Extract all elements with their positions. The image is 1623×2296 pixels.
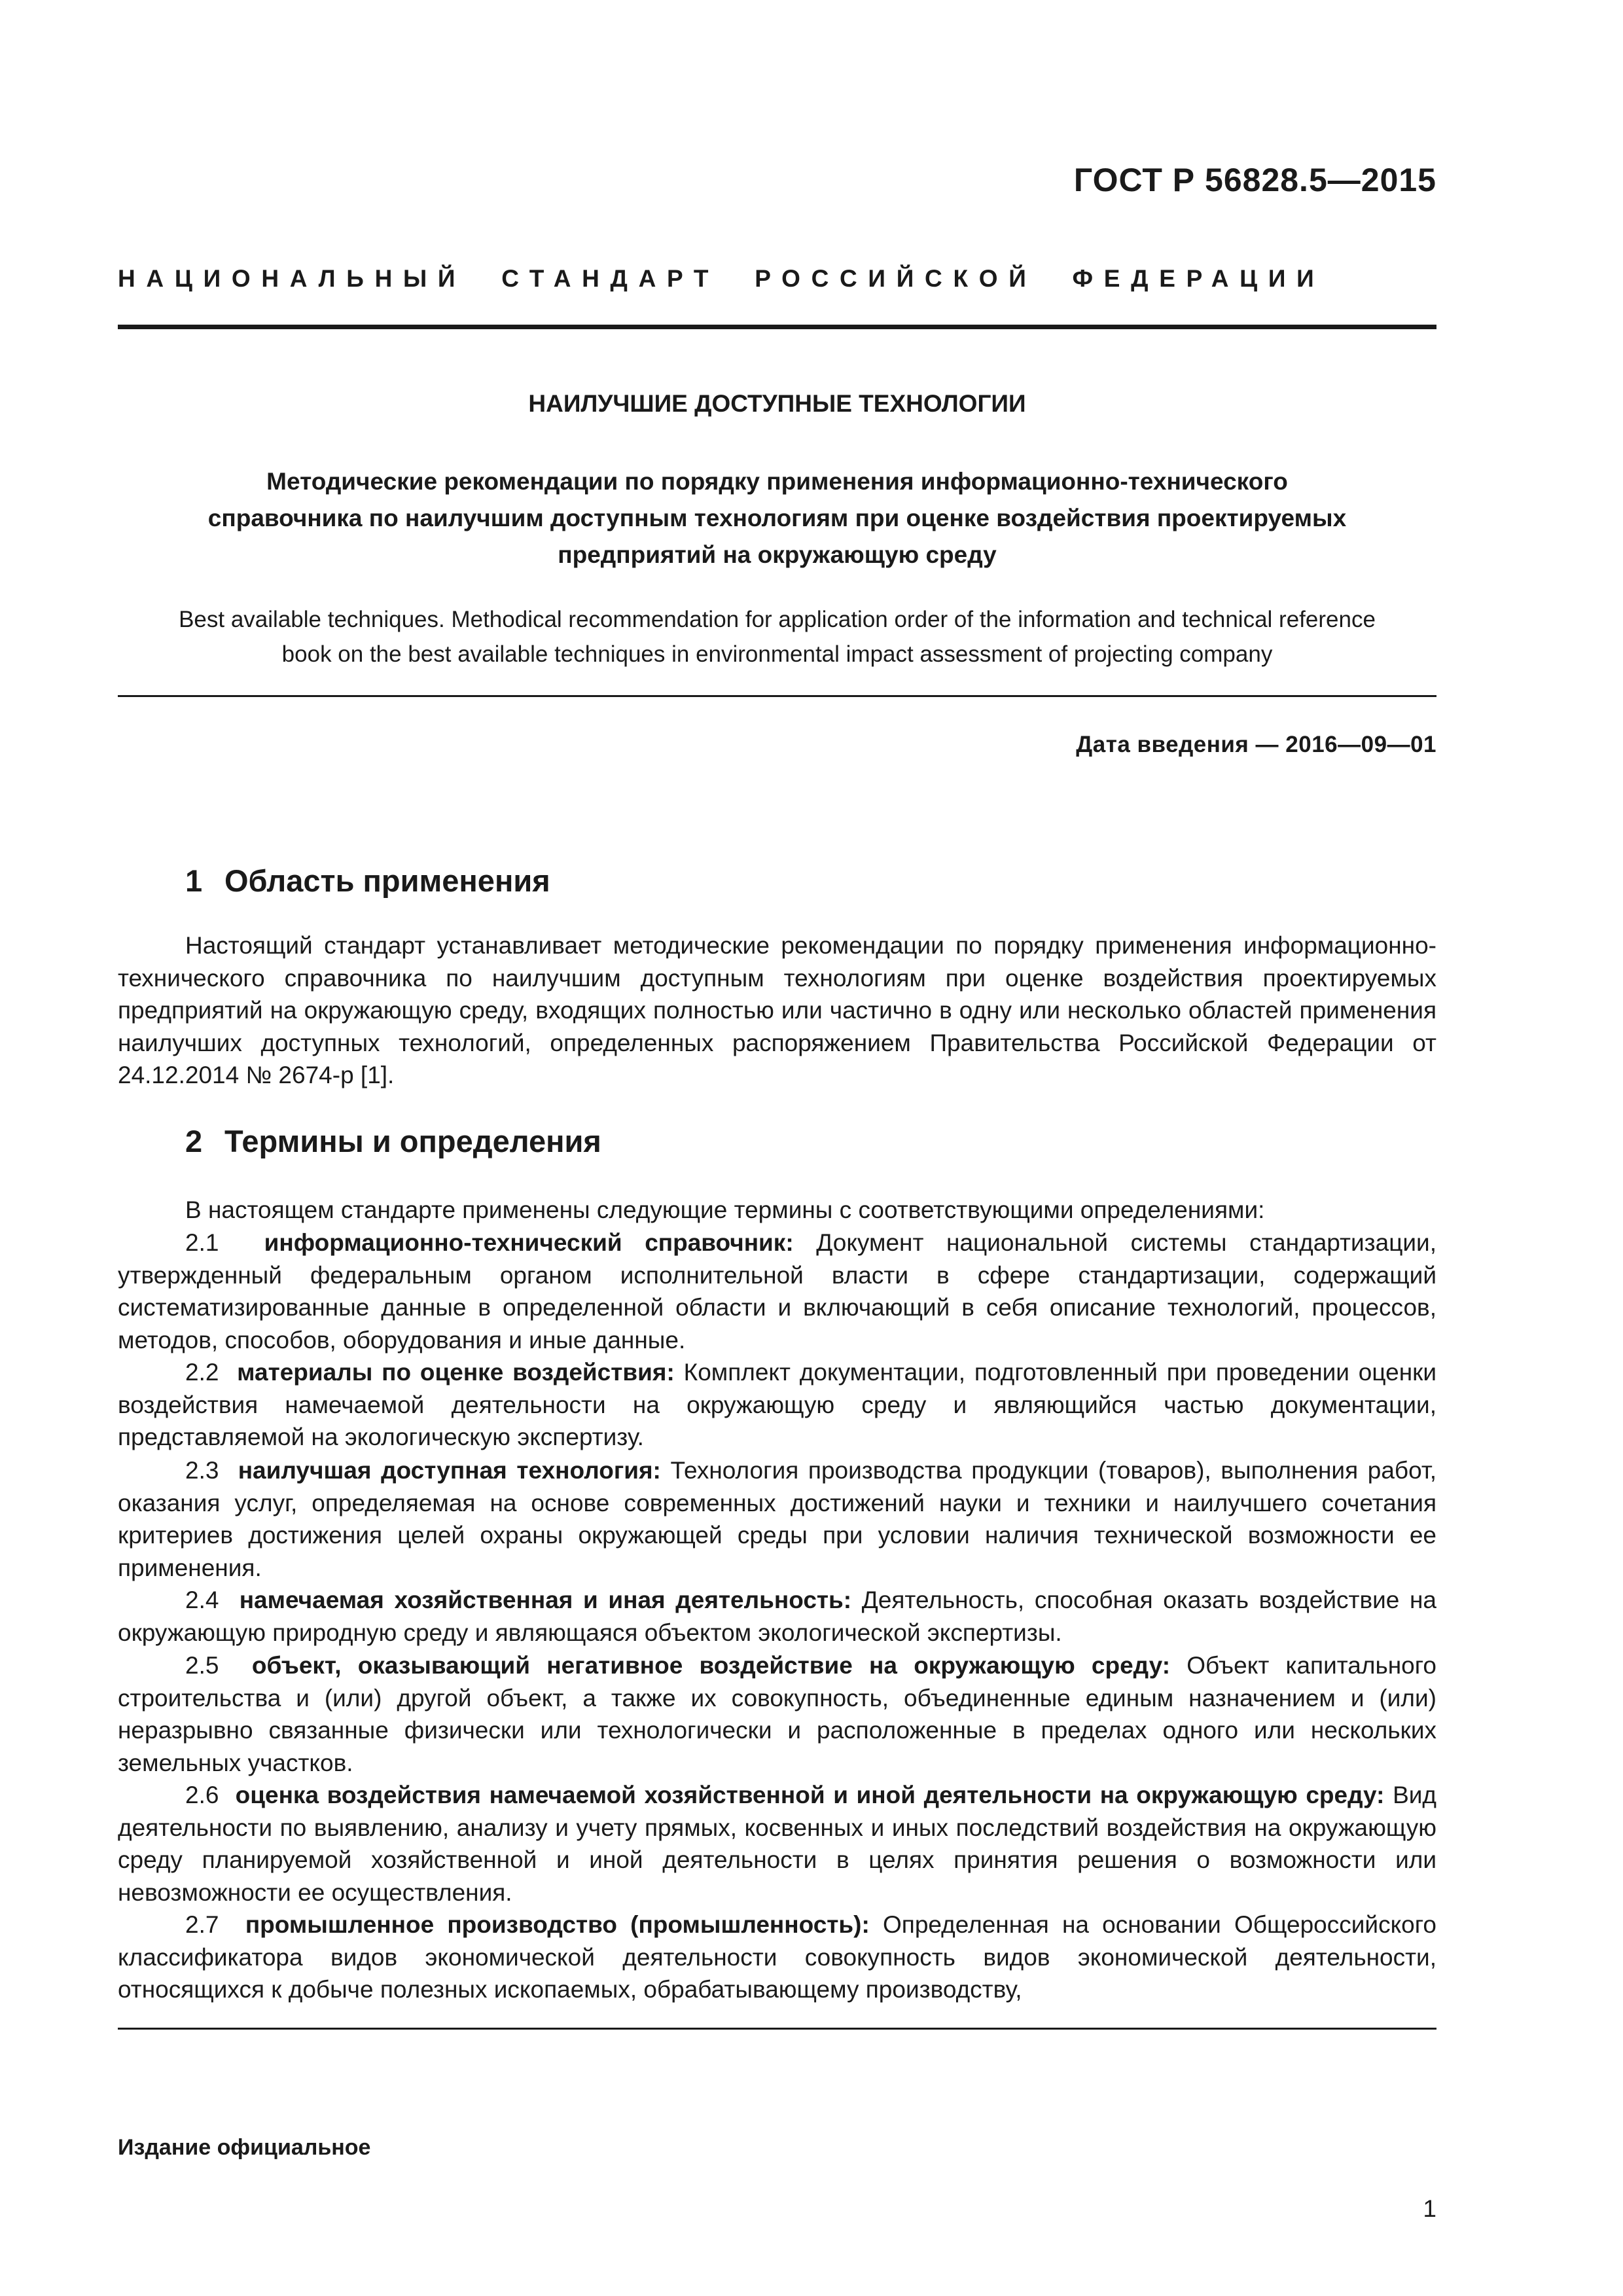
term-definition: Комплект документации, подготовленный при проведении оценки воздействия намечаемой деятельности на окружающую среду и являющийся частью документации, представляемой на экологическую экспертизу.: [118, 1359, 1437, 1450]
term-entry-2-4: [118, 1584, 1436, 1649]
page-number: 1: [1423, 2195, 1436, 2222]
term-definition: Вид деятельности по выявлению, анализу и учету прямых, косвенных и иных последствий воздействия на окружающую среду планируемой хозяйственной и иной деятельности в целях принятия решения о возможности или невозможности ее осуществления.: [118, 1782, 1437, 1906]
header-rule: [118, 325, 1436, 329]
document-subtitle: [118, 463, 1436, 573]
term-number: 2.4: [185, 1587, 219, 1613]
section-number: 2: [185, 1124, 203, 1158]
document-title: НАИЛУЧШИЕ ДОСТУПНЫЕ ТЕХНОЛОГИИ: [528, 390, 1026, 417]
edition-label: Издание официальное: [118, 2135, 371, 2160]
section-title: Термины и определения: [224, 1124, 601, 1158]
header-word: НАЦИОНАЛЬНЫЙ: [118, 265, 467, 292]
introduction-date: Дата введения — 2016—09—01: [1076, 732, 1436, 757]
term-name: информационно-технический справочник:: [264, 1229, 794, 1256]
title-rule: [118, 695, 1436, 697]
term-number: 2.5: [185, 1652, 219, 1679]
section-2-heading: [185, 1123, 601, 1159]
header-word: СТАНДАРТ: [501, 265, 720, 292]
header-word: РОССИЙСКОЙ: [755, 265, 1037, 292]
term-entry-2-3: [118, 1454, 1436, 1584]
term-name: оценка воздействия намечаемой хозяйственной и иной деятельности на окружающую среду:: [235, 1782, 1385, 1808]
term-name: материалы по оценке воздействия:: [237, 1359, 675, 1386]
term-number: 2.3: [185, 1457, 219, 1484]
section-2-intro: В настоящем стандарте применены следующие термины с соответствующими определениями:: [185, 1196, 1265, 1223]
term-number: 2.1: [185, 1229, 219, 1256]
subtitle-line: Методические рекомендации по порядку применения информационно-технического: [266, 468, 1288, 495]
section-1-heading: [185, 863, 550, 899]
subtitle-line: справочника по наилучшим доступным технологиям при оценке воздействия проектируемых: [207, 505, 1347, 531]
term-entry-2-6: [118, 1779, 1436, 1909]
footer-rule: [118, 2028, 1436, 2030]
term-entry-2-7: [118, 1909, 1436, 2006]
term-name: наилучшая доступная технология:: [238, 1457, 661, 1484]
term-entry-2-5: [118, 1649, 1436, 1779]
section-number: 1: [185, 863, 203, 898]
header-word: ФЕДЕРАЦИИ: [1072, 265, 1325, 292]
term-definition: Документ национальной системы стандартизации, утвержденный федеральным органом исполнительной власти в сфере стандартизации, содержащий систематизированные данные в определенной области и включающий в себя описание технологий, процессов, методов, способов, оборудования и иные данные.: [118, 1229, 1437, 1354]
english-title-line: book on the best available techniques in environmental impact assessment of projecting company: [281, 641, 1273, 667]
term-entry-2-1: [118, 1227, 1436, 1356]
term-number: 2.7: [185, 1911, 219, 1938]
section-title: Область применения: [224, 863, 550, 898]
term-definition: Определенная на основании Общероссийского классификатора видов экономической деятельности совокупность видов экономической деятельности, относящихся к добыче полезных ископаемых, обрабатывающему производству,: [118, 1911, 1437, 2003]
term-definition: Деятельность, способная оказать воздействие на окружающую природную среду и являющаяся объектом экологической экспертизы.: [118, 1587, 1437, 1646]
english-title-line: Best available techniques. Methodical recommendation for application order of the information and technical reference: [179, 607, 1376, 632]
term-number: 2.6: [185, 1782, 219, 1808]
term-entry-2-2: [118, 1356, 1436, 1454]
term-name: намечаемая хозяйственная и иная деятельность:: [239, 1587, 852, 1613]
subtitle-line: предприятий на окружающую среду: [558, 541, 997, 568]
national-standard-header: [118, 265, 1436, 293]
term-definition: Объект капитального строительства и (или) другой объект, а также их совокупность, объединенные единым назначением и (или) неразрывно связанные физически или технологически и расположенные в пределах одного или нескольких земельных участков.: [118, 1652, 1437, 1776]
term-definition: Технология производства продукции (товаров), выполнения работ, оказания услуг, определяемая на основе современных достижений науки и техники и наилучшего сочетания критериев достижения целей охраны окружающей среды при условии наличия технической возможности ее применения.: [118, 1457, 1437, 1581]
term-name: промышленное производство (промышленность):: [245, 1911, 870, 1938]
section-1-text: Настоящий стандарт устанавливает методические рекомендации по порядку применения информационно-технического справочника по наилучшим доступным технологиям при оценке воздействия проектируемых предприятий на окружающую среду, входящих полностью или частично в одну или несколько областей применения наилучших доступных технологий, определенных распоряжением Правительства Российской Федерации от 24.12.2014 № 2674-р [1].: [118, 932, 1436, 1088]
english-title: [118, 602, 1436, 672]
term-number: 2.2: [185, 1359, 219, 1386]
term-name: объект, оказывающий негативное воздействие на окружающую среду:: [251, 1652, 1171, 1679]
standard-number: ГОСТ Р 56828.5—2015: [1073, 162, 1436, 198]
